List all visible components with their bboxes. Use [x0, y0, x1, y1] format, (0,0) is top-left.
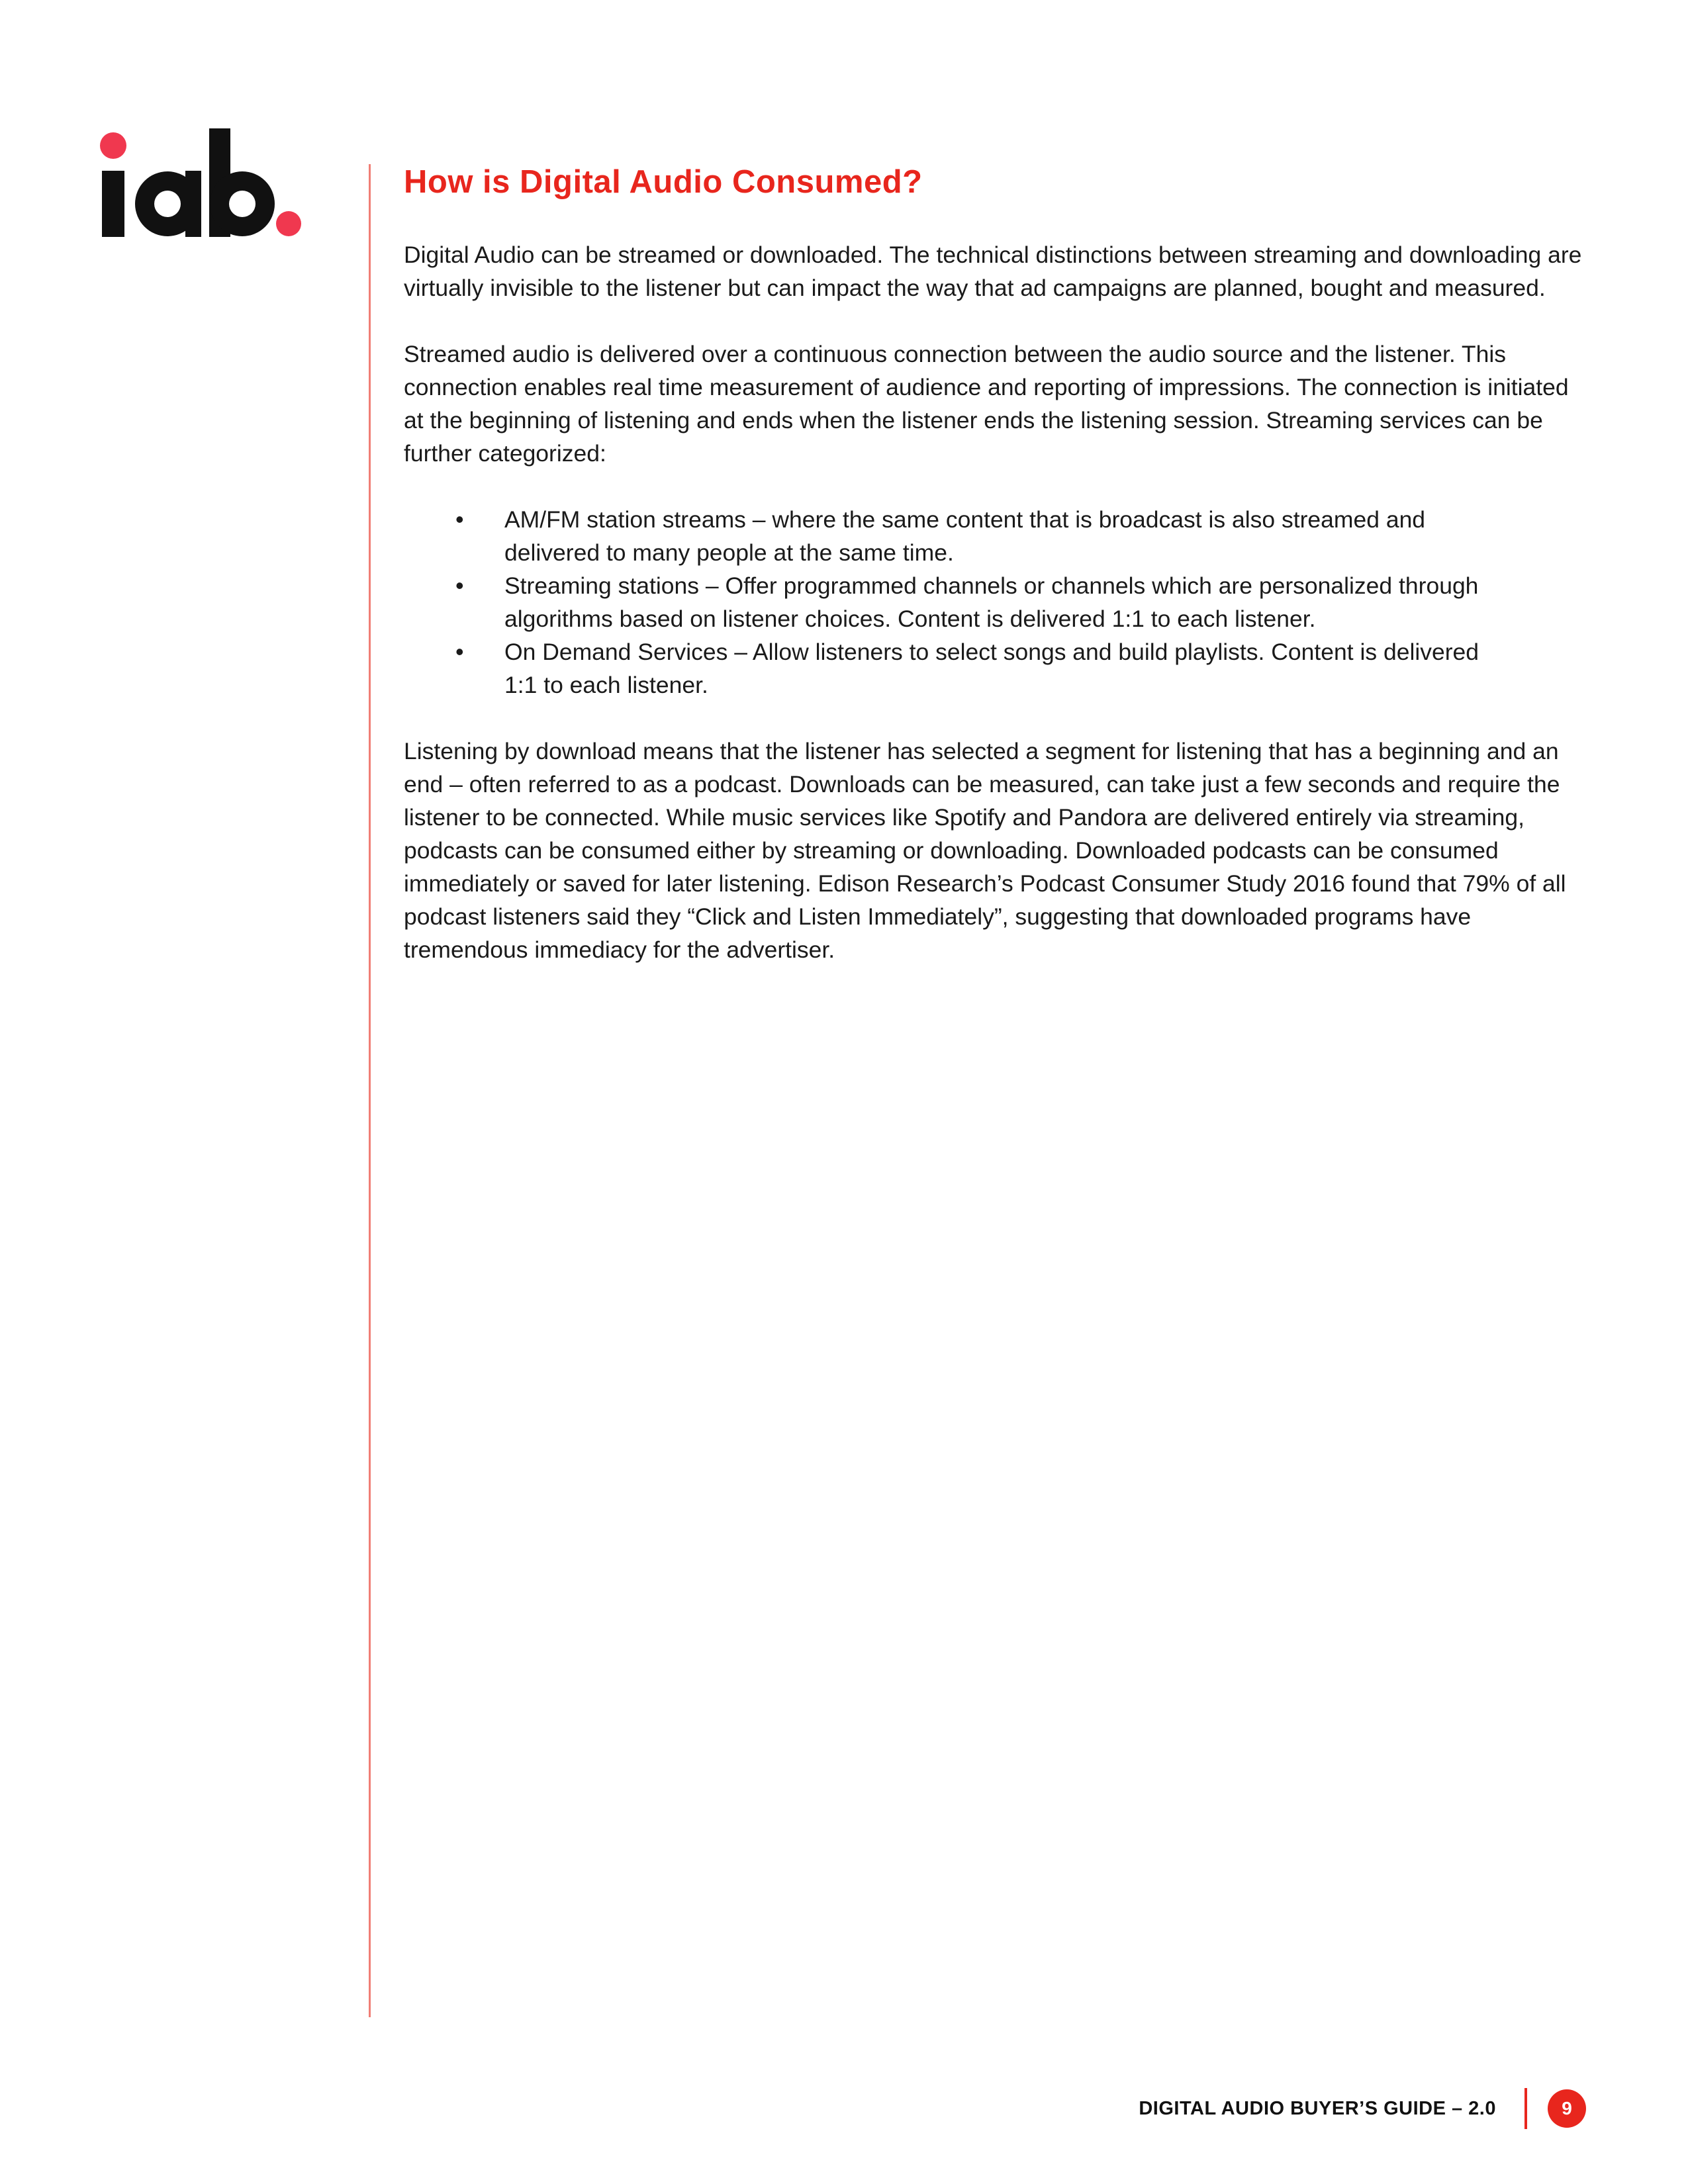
list-item-text: On Demand Services – Allow listeners to select songs and build playlists. Content is delivered 1:1 to each listener.	[504, 639, 1479, 698]
list-item	[404, 569, 1497, 635]
footer-guide-title: DIGITAL AUDIO BUYER’S GUIDE – 2.0	[1139, 2098, 1496, 2119]
page-number-badge: 9	[1548, 2089, 1586, 2128]
logo-i-dot	[100, 132, 126, 159]
iab-logo	[99, 126, 305, 238]
list-item	[404, 503, 1497, 569]
paragraph-streaming: Streamed audio is delivered over a continuous connection between the audio source and the listener. This connection enables real time measurement of audience and reporting of impressions. The connection is initiated at the beginning of listening and ends when the listener ends the listening session. Streaming services can be further categorized:	[404, 341, 1569, 467]
footer-divider	[1524, 2088, 1527, 2129]
logo-i-stem	[102, 171, 124, 237]
logo-b-counter	[229, 191, 256, 217]
section-title: How is Digital Audio Consumed?	[404, 164, 923, 200]
list-item-text: Streaming stations – Offer programmed channels or channels which are personalized through algorithms based on listener choices. Content is delivered 1:1 to each listener.	[504, 572, 1479, 632]
list-item-text: AM/FM station streams – where the same content that is broadcast is also streamed and delivered to many people at the same time.	[504, 506, 1426, 566]
iab-logo-mark	[99, 126, 305, 238]
main-content	[404, 159, 1582, 966]
logo-a-stem	[185, 171, 201, 237]
streaming-categories-list	[404, 503, 1582, 702]
logo-period-dot	[276, 211, 301, 236]
bullet-icon: •	[455, 506, 464, 533]
bullet-icon: •	[455, 638, 464, 665]
bullet-icon: •	[455, 572, 464, 599]
logo-a-counter	[154, 191, 181, 217]
paragraph-intro: Digital Audio can be streamed or downloaded. The technical distinctions between streaming and downloading are virtually invisible to the listener but can impact the way that ad campaigns are planned, bought and measured.	[404, 242, 1582, 301]
vertical-divider	[369, 164, 371, 2017]
list-item	[404, 635, 1497, 702]
paragraph-download: Listening by download means that the listener has selected a segment for listening that has a beginning and an end – often referred to as a podcast. Downloads can be measured, can take just a few seconds and require the listener to be connected. While music services like Spotify and Pandora are delivered entirely via streaming, podcasts can be consumed either by streaming or downloading. Downloaded podcasts can be consumed immediately or saved for later listening. Edison Research’s Podcast Consumer Study 2016 found that 79% of all podcast listeners said they “Click and Listen Immediately”, suggesting that downloaded programs have tremendous immediacy for the advertiser.	[404, 738, 1566, 963]
